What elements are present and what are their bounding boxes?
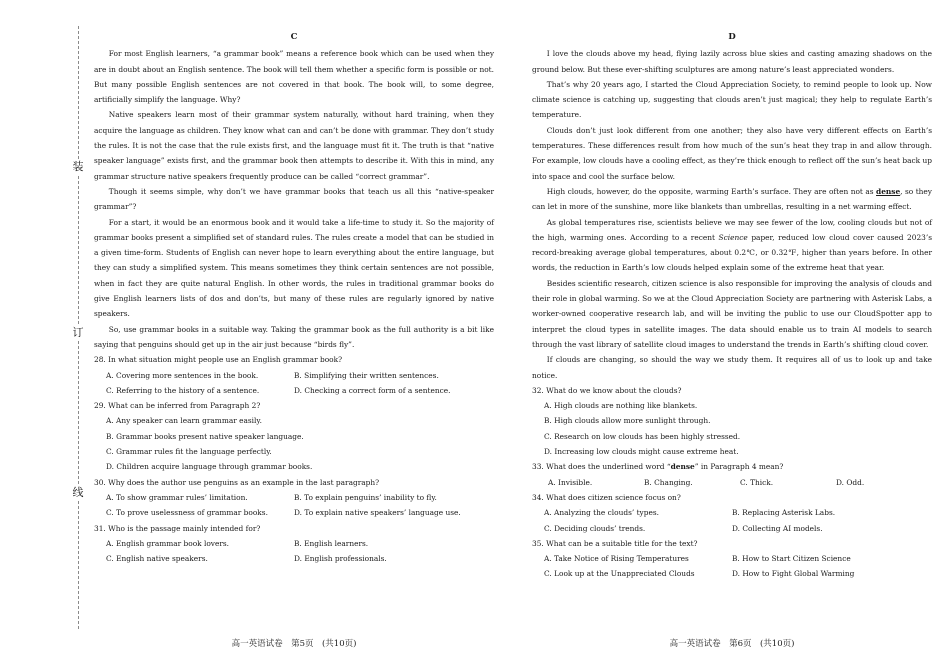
question-34-options-row-2 bbox=[532, 521, 932, 536]
question-31-options-row-2 bbox=[94, 551, 494, 566]
passage-c-paragraph-2: Native speakers learn most of their grammar system naturally, without hard training, when they acquire the language as children. They know what can and can’t be done with grammar. They don’t study the rules. It is not the case that the rule exists first, and the language must fit it. The truth is that “native speaker language” exists first, and the grammar book then attempts to describe it. With this in mind, any grammar structure native speakers frequently produce can be called “correct grammar”. bbox=[94, 110, 494, 181]
question-29-option-b: B. Grammar books present native speaker language. bbox=[106, 431, 304, 441]
question-35-option-b: B. How to Start Citizen Science bbox=[732, 554, 851, 564]
question-30-option-c: C. To prove uselessness of grammar books. bbox=[106, 508, 268, 518]
question-28-option-b: B. Simplifying their written sentences. bbox=[294, 370, 439, 380]
question-34-option-c: C. Deciding clouds’ trends. bbox=[544, 523, 646, 533]
question-31-option-a: A. English grammar book lovers. bbox=[106, 538, 230, 548]
question-33-options-row bbox=[532, 475, 932, 490]
question-28-option-a: A. Covering more sentences in the book. bbox=[106, 370, 259, 380]
question-33-option-d: D. Odd. bbox=[836, 477, 865, 487]
question-29-stem: 29. What can be inferred from Paragraph 2? bbox=[94, 401, 261, 411]
passage-c-paragraph-4: For a start, it would be an enormous book and it would take a life-time to study it. So the majority of grammar books present a simplified set of standard rules. The rules create a model that can be studied in a given time-form. Students of English can never hope to learn everything about the entire language, but they can study a simplified system. This means sometimes they think certain sentences are not possible, when in fact they are quite natural English. In other words, the rules in traditional grammar books do give English learners lists of dos and don’ts, but many of these rules are regularly ignored by native speakers. bbox=[94, 217, 494, 319]
binding-margin bbox=[0, 0, 90, 659]
question-31-option-b: B. English learners. bbox=[294, 538, 369, 548]
journal-name-science: Science bbox=[718, 232, 748, 242]
question-31-options-row-1 bbox=[94, 536, 494, 551]
question-28-option-c: C. Referring to the history of a sentence. bbox=[106, 385, 260, 395]
question-33-stem bbox=[532, 459, 932, 474]
question-28-option-d: D. Checking a correct form of a sentence. bbox=[294, 385, 451, 395]
passage-d-paragraph-2: That’s why 20 years ago, I started the Cloud Appreciation Society, to remind people to look up. Now climate science is catching up, suggesting that clouds aren’t just magical; they help to regulate Earth’s temperature. bbox=[532, 79, 932, 120]
question-32-stem: 32. What do we know about the clouds? bbox=[532, 385, 682, 395]
passage-d-paragraph-4 bbox=[532, 184, 932, 215]
binding-char-xian: 线 bbox=[72, 486, 84, 499]
passage-d-paragraph-3: Clouds don’t just look different from one another; they also have very different effects on Earth’s temperatures. These differences result from how much of the sun’s heat they trap in and allow through. For example, low clouds have a cooling effect, as they’re thick enough to reflect off the sun’s heat back up into space and cool the surface below. bbox=[532, 125, 932, 181]
question-33-option-c: C. Thick. bbox=[740, 477, 774, 487]
passage-c-paragraph-5: So, use grammar books in a suitable way. Taking the grammar book as the full authority is a bit like saying that penguins should get up in the air just because “birds fly”. bbox=[94, 324, 494, 349]
question-33-stem-start: 33. What does the underlined word “ bbox=[532, 462, 671, 472]
question-33-option-a: A. Invisible. bbox=[548, 477, 593, 487]
question-34-option-b: B. Replacing Asterisk Labs. bbox=[732, 508, 836, 518]
question-30-option-a: A. To show grammar rules’ limitation. bbox=[106, 492, 248, 502]
passage-c-title: C bbox=[290, 32, 298, 42]
binding-char-zhuang: 装 bbox=[72, 160, 84, 173]
question-28-options-row-1 bbox=[94, 368, 494, 383]
question-34-option-a: A. Analyzing the clouds’ types. bbox=[544, 508, 659, 518]
question-31-stem: 31. Who is the passage mainly intended for? bbox=[94, 523, 261, 533]
paragraph-4-text-end: , so they can let in more of the sunshine, more like blankets than umbrellas, resulting in a net warming effect. bbox=[532, 186, 932, 212]
question-35-option-d: D. How to Fight Global Warming bbox=[732, 569, 855, 579]
question-34-options-row-1 bbox=[532, 505, 932, 520]
question-29-option-d: D. Children acquire language through grammar books. bbox=[106, 462, 313, 472]
question-32-option-c: C. Research on low clouds has been highly stressed. bbox=[544, 431, 741, 441]
paragraph-4-text-start: High clouds, however, do the opposite, warming Earth’s surface. They are often not as bbox=[546, 186, 874, 196]
question-32-option-d: D. Increasing low clouds might cause extreme heat. bbox=[544, 447, 739, 457]
question-32-option-b: B. High clouds allow more sunlight through. bbox=[544, 416, 711, 426]
page-right bbox=[532, 30, 932, 582]
question-29-option-a: A. Any speaker can learn grammar easily. bbox=[106, 416, 262, 426]
question-35-option-a: A. Take Notice of Rising Temperatures bbox=[544, 554, 689, 564]
binding-char-ding: 订 bbox=[72, 326, 84, 339]
question-31-option-c: C. English native speakers. bbox=[106, 554, 208, 564]
question-28-stem: 28. In what situation might people use an English grammar book? bbox=[94, 355, 343, 365]
passage-d-paragraph-6: Besides scientific research, citizen science is also responsible for improving the analysis of clouds and their role in global warming. So we at the Cloud Appreciation Society are partnering with Asterisk Labs, a worker-owned cooperative research lab, and will be inviting the public to use our CloudSpotter app to interpret the cloud types in satellite images. The data should enable us to train AI models to search through the vast library of satellite cloud images to understand the trends in Earth’s shifting cloud cover. bbox=[532, 278, 932, 349]
underlined-word-dense: dense bbox=[876, 186, 901, 196]
question-29-option-c: C. Grammar rules fit the language perfectly. bbox=[106, 447, 272, 457]
question-30-option-b: B. To explain penguins’ inability to fly. bbox=[294, 492, 437, 502]
page-footer-left: 高一英语试卷 第5页 (共10页) bbox=[231, 639, 357, 649]
paragraph-5-text-end: paper, reduced low cloud cover caused 2023’s record-breaking average global temperatures, about 0.2℃, or 0.32℉, higher than years before. In other words, the reduction in Earth’s low clouds helped explain some of the extreme heat that year. bbox=[532, 232, 932, 273]
passage-d-paragraph-1: I love the clouds above my head, flying lazily across blue skies and casting amazing shadows on the ground below. But these ever-shifting sculptures are among nature’s least appreciated wonders. bbox=[532, 49, 932, 74]
question-35-stem: 35. What can be a suitable title for the text? bbox=[532, 538, 698, 548]
question-30-options-row-2 bbox=[94, 505, 494, 520]
question-34-stem: 34. What does citizen science focus on? bbox=[532, 492, 681, 502]
question-30-options-row-1 bbox=[94, 490, 494, 505]
question-35-options-row-1 bbox=[532, 551, 932, 566]
question-33-option-b: B. Changing. bbox=[644, 477, 693, 487]
question-30-stem: 30. Why does the author use penguins as an example in the last paragraph? bbox=[94, 477, 380, 487]
passage-d-paragraph-5 bbox=[532, 215, 932, 276]
question-35-option-c: C. Look up at the Unappreciated Clouds bbox=[544, 569, 695, 579]
question-35-options-row-2 bbox=[532, 566, 932, 581]
page-footer-right: 高一英语试卷 第6页 (共10页) bbox=[669, 639, 795, 649]
question-30-option-d: D. To explain native speakers’ language use. bbox=[294, 508, 461, 518]
question-28-options-row-2 bbox=[94, 383, 494, 398]
page-left bbox=[94, 30, 494, 566]
paragraph-5-text-start: As global temperatures rise, scientists believe we may see fewer of the low, cooling clouds but not of the high, warming ones. According to a recent bbox=[532, 217, 932, 242]
passage-c-paragraph-1: For most English learners, “a grammar book” means a reference book which can be used when they are in doubt about an English sentence. The book will tell them whether a specific form is possible or not. But many possible English sentences are not covered in that book. The book will, to some degree, artificially simplify the language. Why? bbox=[94, 49, 494, 105]
question-33-stem-end: ” in Paragraph 4 mean? bbox=[694, 462, 784, 472]
passage-d-title: D bbox=[728, 32, 736, 42]
question-34-option-d: D. Collecting AI models. bbox=[732, 523, 823, 533]
question-31-option-d: D. English professionals. bbox=[294, 554, 387, 564]
question-32-option-a: A. High clouds are nothing like blankets. bbox=[544, 401, 698, 411]
question-33-underlined-word: dense bbox=[670, 462, 695, 472]
passage-c-paragraph-3: Though it seems simple, why don’t we have grammar books that teach us all this “native-speaker grammar”? bbox=[94, 186, 494, 212]
passage-d-paragraph-7: If clouds are changing, so should the way we study them. It requires all of us to look up and take notice. bbox=[532, 355, 932, 380]
